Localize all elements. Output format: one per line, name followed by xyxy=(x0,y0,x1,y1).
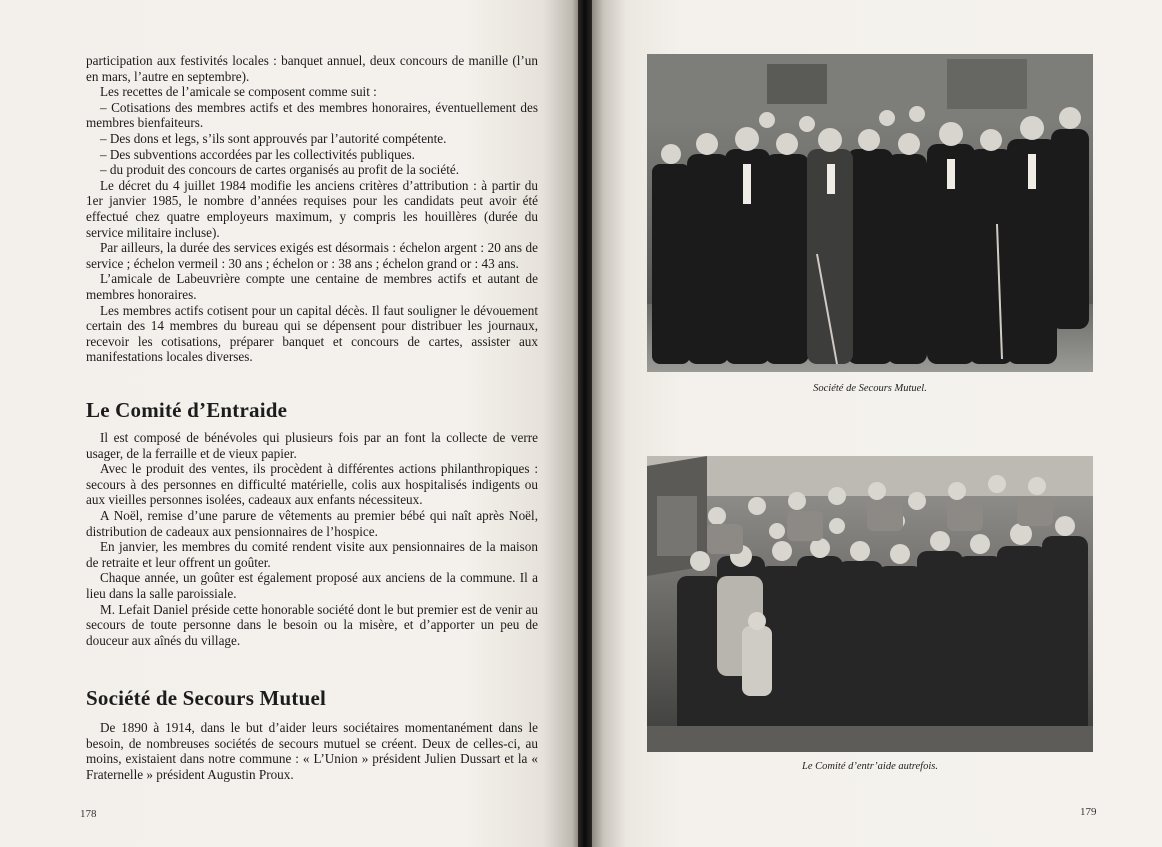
paragraph: Par ailleurs, la durée des services exigés est désormais : échelon argent : 20 ans de service ; échelon vermeil : 30 ans ; échelon or : 38 ans ; échelon grand or : 43 ans. xyxy=(86,240,538,271)
intro-text-block xyxy=(86,53,538,365)
paragraph: participation aux festivités locales : banquet annuel, deux concours de manille (l’un en mars, l’autre en septembre). xyxy=(86,53,538,84)
paragraph: Chaque année, un goûter est également proposé aux anciens de la commune. Il a lieu dans la salle paroissiale. xyxy=(86,570,538,601)
paragraph: De 1890 à 1914, dans le but d’aider leurs sociétaires momentanément dans le besoin, de nombreuses sociétés de secours mutuel se créent. Deux de celles-ci, au moins, existaient dans notre commune : « L’Union » président Julien Dussart et la « Fraternelle » président Augustin Proux. xyxy=(86,720,538,782)
page-number-right: 179 xyxy=(1080,806,1097,818)
section-title-secours-mutuel: Société de Secours Mutuel xyxy=(86,686,327,710)
paragraph: – du produit des concours de cartes organisés au profit de la société. xyxy=(100,162,460,178)
secours-mutuel-text-block xyxy=(86,720,538,782)
section-title-comite-entraide: Le Comité d’Entraide xyxy=(86,398,288,422)
paragraph: Le décret du 4 juillet 1984 modifie les anciens critères d’attribution : à partir du 1er janvier 1985, le nombre d’années requises pour les candidats peut avoir été effectué chez quatre employeurs maximum, y compris les houillères (durée du service militaire incluse). xyxy=(86,177,538,240)
left-page xyxy=(0,0,578,847)
page-number-left: 178 xyxy=(80,808,97,820)
paragraph: – Cotisations des membres actifs et des membres honoraires, éventuellement des membres bienfaiteurs. xyxy=(86,99,538,131)
caption-photo2: Le Comité d’entr’aide autrefois. xyxy=(802,761,938,772)
book-gutter xyxy=(578,0,592,847)
paragraph: Les membres actifs cotisent pour un capital décès. Il faut souligner le dévouement certain des 14 membres du bureau qui se dépensent pour distribuer les journaux, recevoir les cotisations, préparer banquet et concours de cartes, assister aux manifestations locales diverses. xyxy=(86,302,538,365)
paragraph: – Des subventions accordées par les collectivités publiques. xyxy=(100,146,415,162)
paragraph: Les recettes de l’amicale se composent comme suit : xyxy=(100,84,377,100)
right-page xyxy=(592,0,1162,847)
comite-entraide-text-block xyxy=(86,430,538,648)
paragraph: Avec le produit des ventes, ils procèdent à différentes actions philanthropiques : secours à des personnes en difficulté matérielle, colis aux hospitalisés indigents ou aux vieilles personnes isolées, cadeaux aux enfants nécessiteux. xyxy=(86,461,538,508)
paragraph: En janvier, les membres du comité rendent visite aux pensionnaires de la maison de retraite et leur offrent un goûter. xyxy=(86,539,538,570)
paragraph: A Noël, remise d’une parure de vêtements au premier bébé qui naît après Noël, distribution de cadeaux aux pensionnaires de l’hospice. xyxy=(86,507,538,539)
paragraph: M. Lefait Daniel préside cette honorable société dont le but premier est de venir au secours de toute personne dans le besoin ou la misère, et d’apporter un peu de douceur aux aînés du village. xyxy=(86,601,538,648)
caption-photo1: Société de Secours Mutuel. xyxy=(813,383,927,394)
paragraph: L’amicale de Labeuvrière compte une centaine de membres actifs et autant de membres honoraires. xyxy=(86,271,538,302)
paragraph: Il est composé de bénévoles qui plusieurs fois par an font la collecte de verre usager, de la ferraille et de vieux papier. xyxy=(86,430,538,461)
photo-societe-secours-mutuel xyxy=(647,54,1093,372)
paragraph: – Des dons et legs, s’ils sont approuvés par l’autorité compétente. xyxy=(100,130,447,146)
photo-comite-entraide xyxy=(647,456,1093,752)
